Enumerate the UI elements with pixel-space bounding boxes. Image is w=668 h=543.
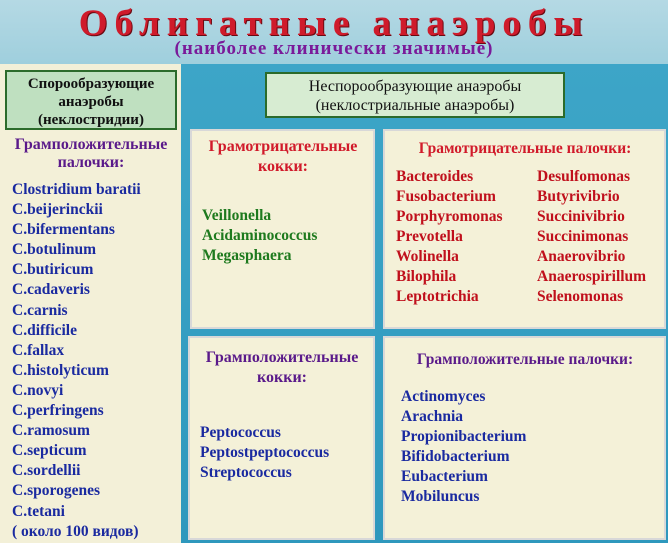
gram-positive-cocci-list [200,423,329,483]
list-item: Wolinella [396,248,459,265]
list-item: Peptostpeptococcus [200,444,330,461]
spore-forming-header-line1: Спорообразующие [27,76,155,92]
page-subtitle: (наиболее клинически значимые) [174,38,494,59]
clostridium-list [12,180,180,542]
list-item: Selenomonas [537,288,624,305]
list-item: Bifidobacterium [401,448,510,465]
list-item: Peptococcus [200,424,281,441]
list-item: Prevotella [396,228,463,245]
list-item: C.fallax [12,341,65,359]
list-item: Actinomyces [401,388,486,405]
list-item: Streptococcus [200,464,292,481]
gram-positive-cocci-header [196,348,368,388]
list-item: C.histolyticum [12,361,109,379]
list-item: C.perfringens [12,402,104,420]
spore-forming-header [5,70,177,130]
list-item: C.sordellii [12,462,81,480]
gram-negative-cocci-header [200,137,366,177]
list-item: Fusobacterium [396,188,496,205]
list-item: Veillonella [202,207,272,224]
list-item: C.difficile [12,321,77,339]
list-item: Clostridium baratii [12,181,141,198]
gram-negative-rods-col2 [537,167,646,307]
list-item: Megasphaera [202,247,292,264]
list-item: C.novyi [12,381,64,399]
spore-forming-header-line2: анаэробы [58,94,124,110]
gram-negative-rods-box [383,129,666,329]
non-spore-forming-header-line2: (неклостриальные анаэробы) [315,97,515,114]
spore-forming-header-line3: (неклостридии) [38,112,144,128]
list-item: Bacteroides [396,168,474,185]
gram-negative-cocci-header-line2: кокки: [258,158,308,175]
list-item: C.cadaveris [12,281,90,299]
gram-negative-rods-col1 [396,167,503,307]
list-item: C.ramosum [12,422,90,440]
spore-forming-group-title [5,136,177,172]
gram-positive-cocci-header-line2: кокки: [257,369,307,386]
gram-positive-rods-box [383,336,666,540]
list-item: C.tetani [12,502,65,520]
list-item: Propionibacterium [401,428,527,445]
gram-positive-rods-list [401,387,526,507]
list-item: Succinimonas [537,228,629,245]
non-spore-forming-header [265,72,565,118]
list-item: C.butiricum [12,261,94,279]
list-item: Eubacterium [401,468,488,485]
gram-positive-rods-header: Грамположительные палочки: [416,351,634,368]
list-item: C.bifermentans [12,221,115,239]
spore-forming-panel [0,64,181,543]
list-item: C.carnis [12,301,68,319]
list-item: Desulfomonas [537,168,631,185]
list-item: C.beijerinckii [12,201,103,219]
list-item: Bilophila [396,268,457,285]
list-item: Acidaminococcus [202,227,318,244]
list-item: C.sporogenes [12,482,100,500]
list-item: Mobiluncus [401,488,480,505]
page-title: Облигатные анаэробы [78,3,590,44]
non-spore-forming-header-line1: Неспорообразующие анаэробы [308,78,522,95]
gram-negative-cocci-list [202,206,317,266]
list-item: Arachnia [401,408,463,425]
title-bar [0,0,668,64]
gram-negative-cocci-box [190,129,375,329]
list-item: Leptotrichia [396,288,479,305]
spore-forming-group-line2: палочки: [57,154,125,171]
spore-forming-group-line1: Грамположительные [14,136,168,153]
list-item: Anaerovibrio [537,248,626,265]
list-item: C.septicum [12,442,87,460]
gram-negative-cocci-header-line1: Грамотрицательные [208,138,358,155]
gram-negative-rods-header: Грамотрицательные палочки: [418,140,632,157]
list-item: Butyrivibrio [537,188,620,205]
list-item: Succinivibrio [537,208,625,225]
list-item: C.botulinum [12,241,96,259]
list-item: Porphyromonas [396,208,503,225]
gram-positive-cocci-header-line1: Грамположительные [205,349,359,366]
list-item: ( около 100 видов) [12,522,139,540]
gram-positive-cocci-box [188,336,375,540]
list-item: Anaerospirillum [537,268,647,285]
